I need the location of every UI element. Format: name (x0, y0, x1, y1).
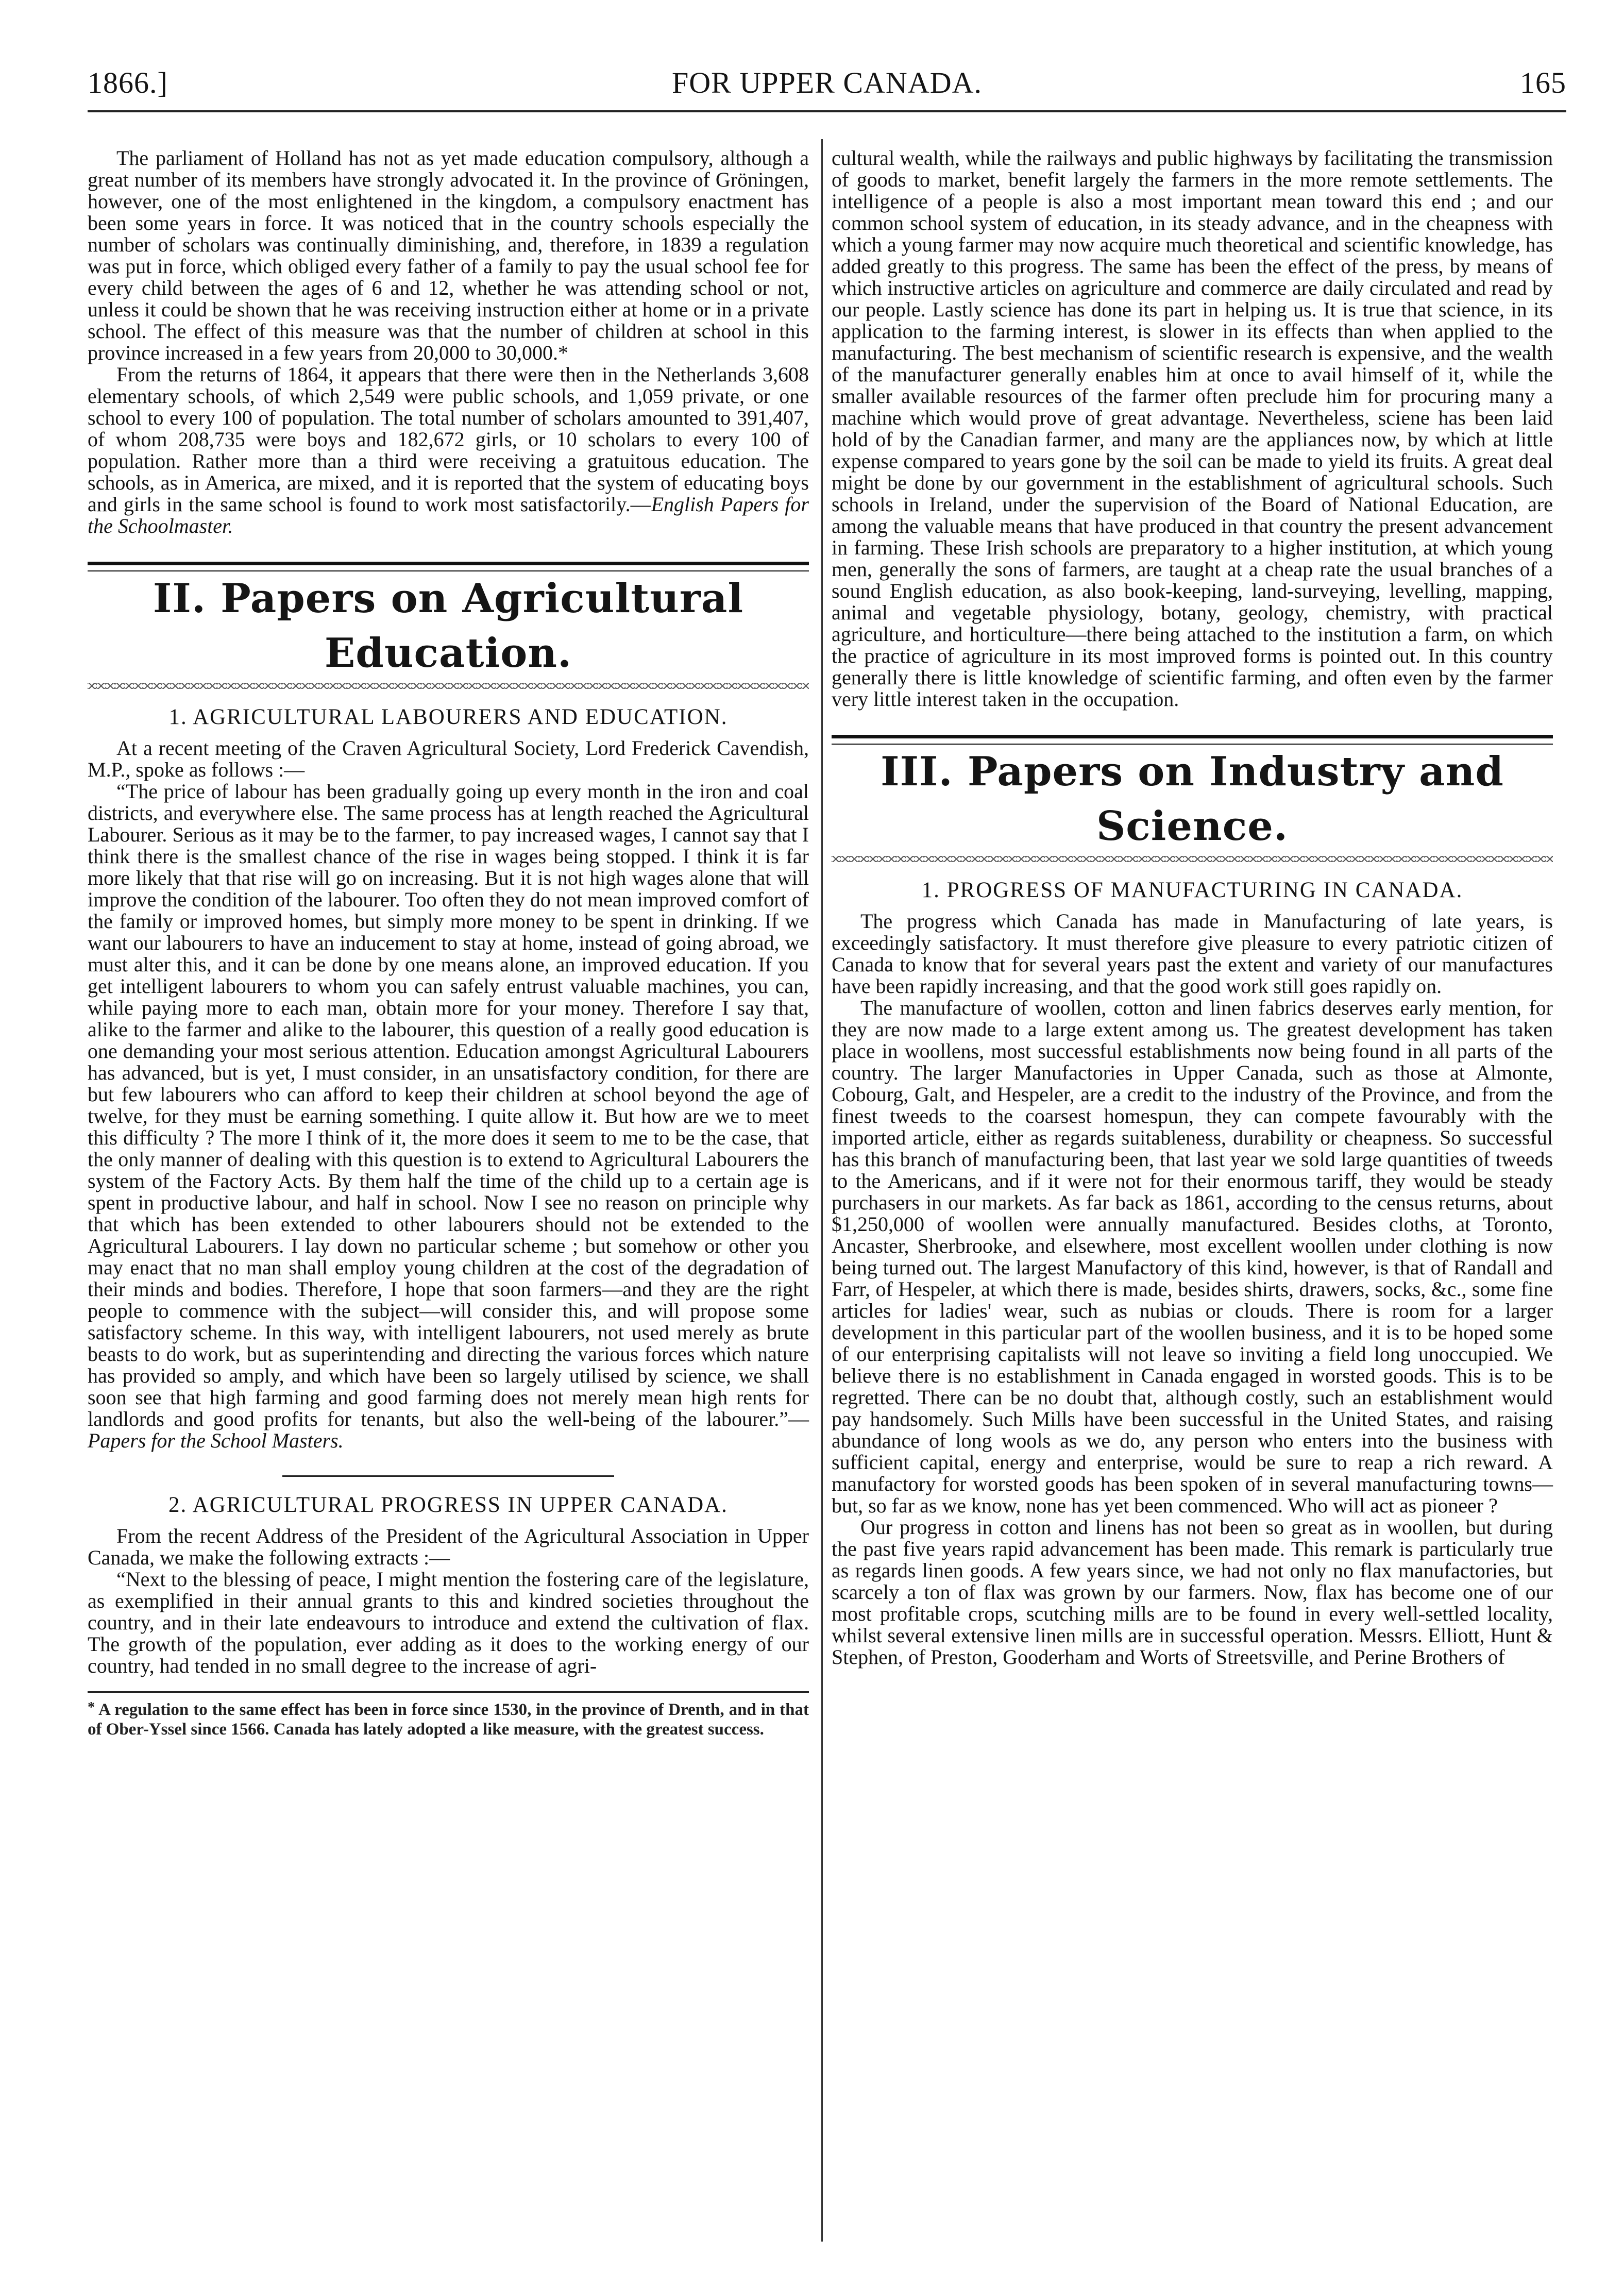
left-column (88, 147, 809, 2219)
section-ii-rule-thick (88, 562, 809, 565)
article-1-paragraph-1: At a recent meeting of the Craven Agricultural Society, Lord Frederick Cavendish, M.P., spoke as follows :— (88, 736, 809, 781)
article-1-quote: “The price of labour has been gradually going up every month in the iron and coal districts, and everywhere else. The same process has at length reached the Agricultural Labourer. Serious as it may be to the farmer, to pay increased wages, I cannot say that I think there is the smallest chance of the rise in wages being stopped. I think it is far more likely that that rise will go on increasing. But it is not high wages alone that will improve the condition of the labourer. Too often they do not mean improved comfort of the family or improved homes, but simply more money to be spent in drinking. If we want our labourers to have an inducement to stay at home, instead of going abroad, we must alter this, and it can be done by one means alone, an improved education. If you get intelligent labourers to whom you can safely entrust valuable machines, you can, while paying more to each man, obtain more for your money. Therefore I say that, alike to the farmer and alike to the labourer, this question of a really good education is one demanding your most serious attention. Education amongst Agricultural Labourers has advanced, but is yet, I must consider, in an unsatisfactory condition, for there are but few labourers who can afford to keep their children at school beyond the age of twelve, for they must be earning something. I quite allow it. But how are we to meet this difficulty ? The more I think of it, the more does it seem to me to be the case, that the only manner of dealing with this question is to extend to Agricultural Labourers the system of the Factory Acts. By them half the time of the child up to a certain age is spent in productive labour, and half in school. Now I see no reason on principle why that which has been extended to other labourers should not be extended to the Agricultural Labourers. I lay down no particular scheme ; but somehow or other you may enact that no man shall employ young children at the cost of the degradation of their minds and bodies. Therefore, I hope that soon farmers—and they are the right people to commence with the subject—will consider this, and will propose some satisfactory scheme. In this way, with intelligent labourers, not used merely as brute beasts to do work, but as superintending and directing the various forces which nature has provided so amply, and which have been so largely utilised by science, we shall soon see that high farming and good farming does not merely mean high rents for landlords and good profits for tenants, but also the well-being of the labourer.”— (88, 780, 809, 1430)
right-column (832, 147, 1553, 2255)
intro-paragraph-2-text: From the returns of 1864, it appears that there were then in the Netherlands 3,608 elementary schools, of which 2,549 were public schools, and 1,059 private, or one school to every 100 of population. The total number of scholars amounted to 391,407, of whom 208,735 were boys and 182,672 girls, or 10 scholars to every 100 of population. Rather more than a third were receiving a gratuitous education. The schools, as in America, are mixed, and it is reported that the system of educating boys and girls in the same school is found to work most satisfactorily.— (88, 363, 809, 516)
section-iii-heading: III. Papers on Industry and Science. (881, 748, 1504, 850)
article-2-paragraph-2: “Next to the blessing of peace, I might mention the fostering care of the legislature, as exemplified in their annual grants to this and kindred societies throughout the country, and in their late endeavours to introduce and extend the cultivation of flax. The growth of the population, ever adding as it does to the working energy of our country, had tended in no small degree to the increase of agri- (88, 1568, 809, 1677)
header-title: FOR UPPER CANADA. (672, 66, 982, 99)
section-iii-wavy-rule (832, 856, 1553, 862)
footnote-text: A regulation to the same effect has been in force since 1530, in the province of Drenth, and in that of Ober-Yssel since 1566. Canada has lately adopted a like measure, with the greatest success. (88, 1700, 809, 1739)
intro-paragraph-2 (88, 364, 809, 537)
header-year: 1866.] (88, 66, 168, 99)
footnote (88, 1698, 809, 1739)
footnote-asterisk: * (88, 1699, 95, 1715)
section-ii-heading-block (88, 562, 809, 689)
intro-paragraph-1: The parliament of Holland has not as yet made education compulsory, although a great number of its members have strongly advocated it. In the province of Gröningen, however, one of the most enlightened in the kingdom, a compulsory enactment has been some years in force. It was noticed that in the country schools especially the number of scholars was continually diminishing, and, therefore, in 1839 a regulation was put in force, which obliged every father of a family to pay the usual school fee for every child between the ages of 6 and 12, whether he was attending school or not, unless it could be shown that he was receiving instruction either at home or in a private school. The effect of this measure was that the number of children at school in this province increased in a few years from 20,000 to 30,000.* (88, 146, 809, 364)
header-rule (88, 110, 1566, 112)
section-ii-heading: II. Papers on Agricultural Education. (153, 575, 744, 677)
section-ii-wavy-rule (88, 683, 809, 689)
article-2-paragraph-1: From the recent Address of the President of the Agricultural Association in Upper Canada, we make the following extracts :— (88, 1524, 809, 1569)
section-iii-heading-block (832, 735, 1553, 862)
manufacturing-paragraph-2: The manufacture of woollen, cotton and linen fabrics deserves early mention, for they are now made to a large extent among us. The greatest development has taken place in woollens, most successful establishments now being found in all parts of the country. The larger Manufactories in Upper Canada, such as those at Almonte, Cobourg, Galt, and Hespeler, are a credit to the industry of the Province, and from the finest tweeds to the coarsest homespun, they can compete favourably with the imported article, either as regards suitableness, durability or cheapness. So successful has this branch of manufacturing been, that last year we sold large quantities of tweeds to the Americans, and if it were not for their enormous tariff, they would be steady purchasers in our markets. As far back as 1861, according to the census returns, about $1,250,000 of woollen were annually manufactured. Besides cloths, at Toronto, Ancaster, Sherbrooke, and elsewhere, most excellent woollen under clothing is now being turned out. The largest Manufactory of this kind, however, is that of Randall and Farr, of Hespeler, at which there is made, besides shirts, drawers, socks, &c., some fine articles for ladies' wear, such as nubias or clouds. There is room for a larger development in this particular part of the woollen business, and it is to be hoped some of our enterprising capitalists will not leave so inviting a field long unoccupied. We believe there is no establishment in Canada engaged in worsted goods. This is to be regretted. There can be no doubt that, although costly, such an establishment would pay handsomely. Such Mills have been successful in the United States, and raising abundance of long wools as we do, any person who enters into the business with sufficient capital, energy and enterprise, would be sure to reap a rich reward. A manufactory for worsted goods has been spoken of in several manufacturing towns—but, so far as we know, none has yet been commenced. Who will act as pioneer ? (832, 996, 1553, 1517)
article-title-agricultural-labourers: 1. AGRICULTURAL LABOURERS AND EDUCATION. (168, 705, 728, 729)
manufacturing-paragraph-1: The progress which Canada has made in Manufacturing of late years, is exceedingly satisfactory. It must therefore give pleasure to every patriotic citizen of Canada to know that for several years past the extent and variety of our manufactures have been rapidly increasing, and that the good work still goes rapidly on. (832, 910, 1553, 998)
page-number: 165 (1520, 66, 1566, 99)
section-iii-rule-thick (832, 735, 1553, 738)
article-title-agricultural-progress: 2. AGRICULTURAL PROGRESS IN UPPER CANADA. (168, 1493, 728, 1517)
footnote-rule (88, 1691, 809, 1693)
column-divider (821, 139, 823, 2242)
article-1-source: Papers for the School Masters. (88, 1429, 344, 1452)
running-head (88, 65, 1566, 106)
article-1-paragraph-2 (88, 781, 809, 1452)
intro-source: English Papers for the Schoolmaster. (88, 493, 809, 537)
article-separator (282, 1475, 614, 1477)
continuation-paragraph: cultural wealth, while the railways and public highways by facilitating the transmission of goods to market, benefit largely the farmers in the more remote settlements. The intelligence of a people is also a most important mean toward this end ; and our common school system of education, in its steady advance, and in the cheapness with which a young farmer may now acquire much theoretical and scientific knowledge, has added greatly to this progress. The same has been the effect of the press, by means of which instructive articles on agriculture and commerce are daily circulated and read by our people. Lastly science has done its part in helping us. It is true that science, in its application to the farming interest, is slower in its effects than when applied to the manufacturing. The best mechanism of scientific research is expensive, and the wealth of the manufacturer generally enables him at once to avail himself of it, while the smaller available resources of the farmer often preclude him for procuring many a machine which would prove of great advantage. Nevertheless, sciene has been laid hold of by the Canadian farmer, and many are the appliances now, by which at little expense compared to years gone by the soil can be made to yield its fruits. A great deal might be done by our government in the establishment of agricultural schools. Such schools in Ireland, under the supervision of the Board of National Education, are among the valuable means that have produced in that country the present advancement in farming. These Irish schools are preparatory to a higher institution, at which young men, generally the sons of farmers, are taught at a cheap rate the usual branches of a sound English education, as also book-keeping, land-surveying, levelling, mapping, animal and vegetable physiology, botany, geology, chemistry, with practical agriculture, and horticulture—there being attached to the institution a farm, on which the practice of agriculture in its most improved forms is pointed out. In this country generally there is little knowledge of scientific farming, and often even by the farmer very little interest taken in the occupation. (832, 146, 1553, 711)
article-title-progress-manufacturing: 1. PROGRESS OF MANUFACTURING IN CANADA. (921, 878, 1463, 902)
manufacturing-paragraph-3: Our progress in cotton and linens has not been so great as in woollen, but during the past five years rapid advancement has been made. This remark is particularly true as regards linen goods. A few years since, we had not only no flax manufactories, but scarcely a ton of flax was grown by our farmers. Now, flax has become one of our most profitable crops, scutching mills are to be found in every well-settled locality, whilst several extensive linen mills are in successful operation. Messrs. Elliott, Hunt & Stephen, of Preston, Gooderham and Worts of Streetsville, and Perine Brothers of (832, 1516, 1553, 1669)
